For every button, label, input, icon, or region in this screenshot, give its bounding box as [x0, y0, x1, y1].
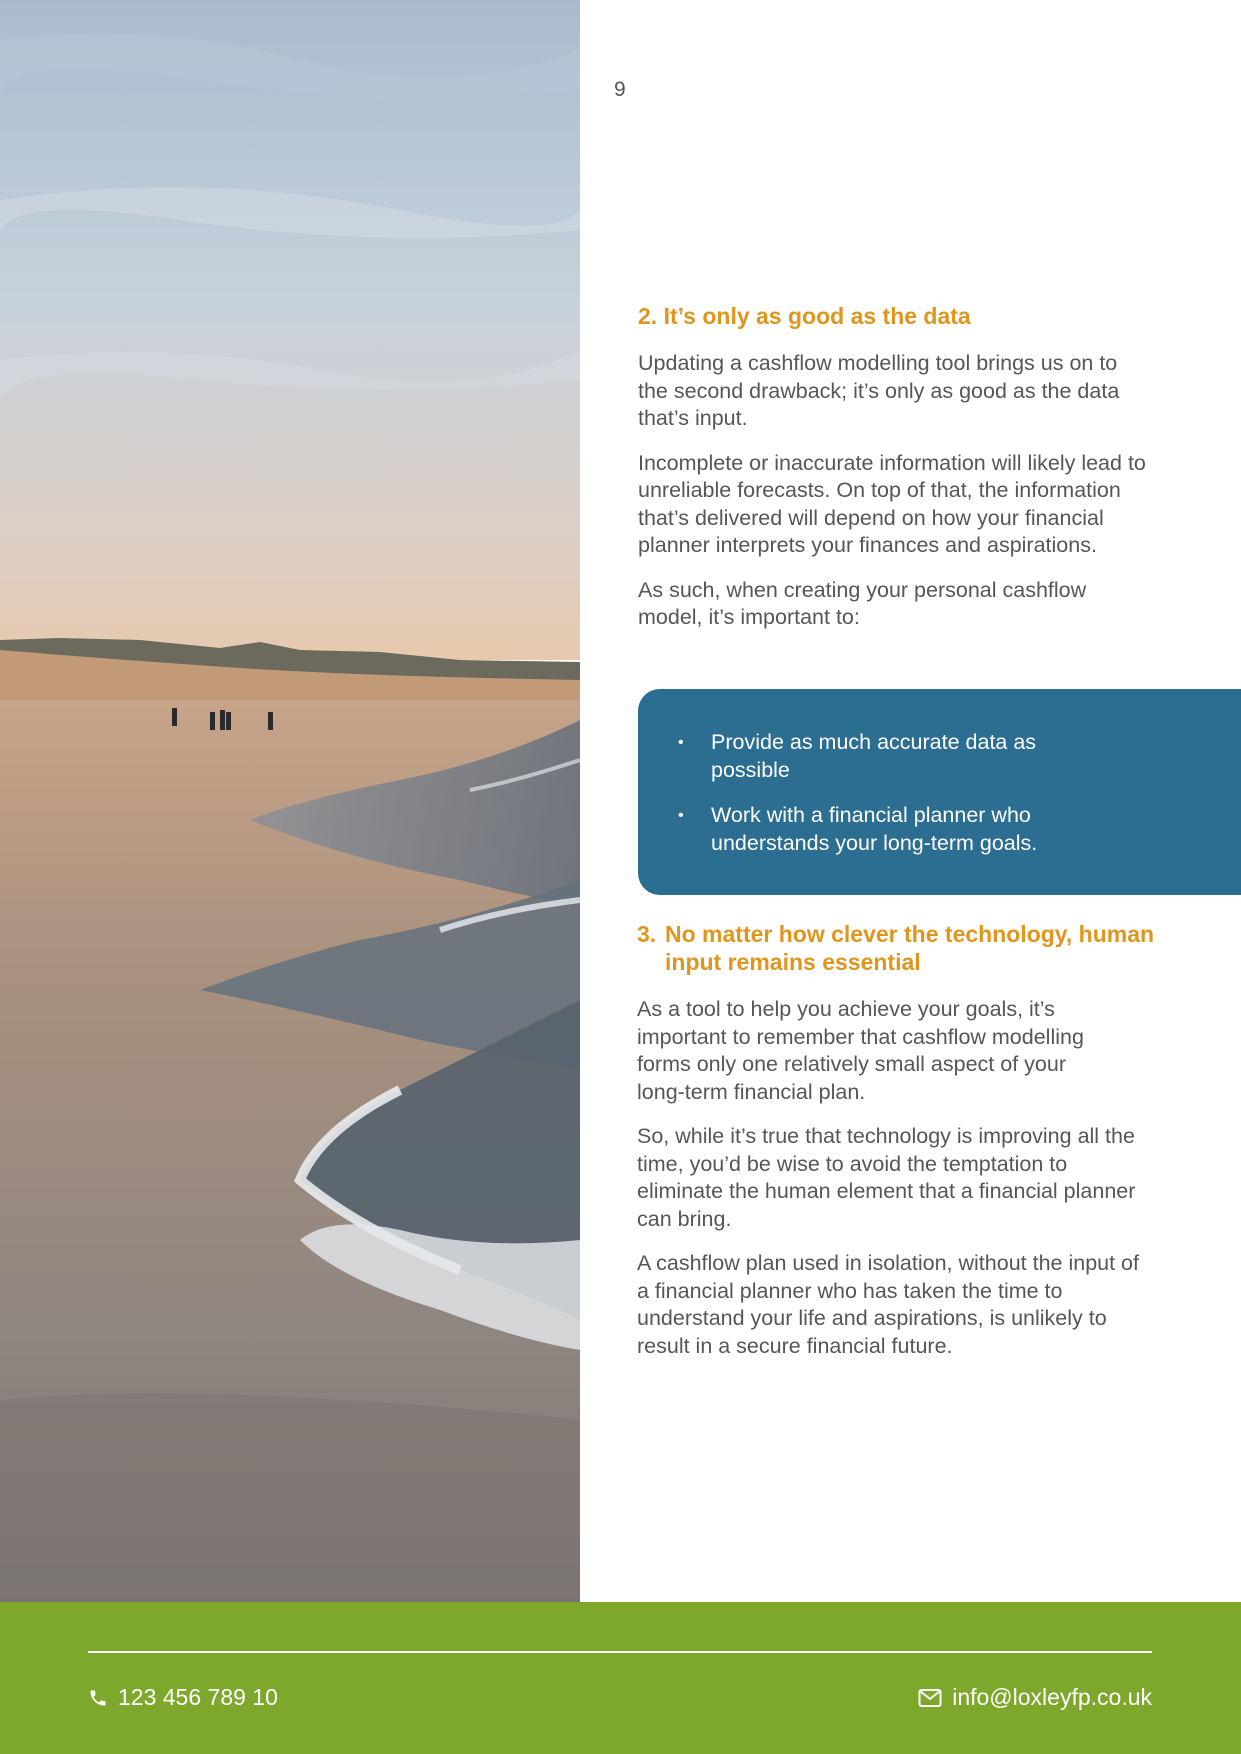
recommendations-list	[678, 729, 1241, 857]
phone-number: 123 456 789 10	[118, 1684, 278, 1710]
beach-photo-illustration	[0, 0, 580, 1602]
section-3-paragraph: So, while it’s true that technology is improving all the time, you’d be wise to avoid the temptation to eliminate the human element that a financial planner can bring.	[637, 1124, 1136, 1231]
footer	[0, 1602, 1241, 1754]
section-3-paragraph: As a tool to help you achieve your goals, it’s important to remember that cashflow modelling forms only one relatively small aspect of your long-term financial plan.	[637, 997, 1084, 1104]
section-3	[637, 920, 1157, 1377]
phone-link[interactable]	[88, 1684, 278, 1711]
bullet-icon: •	[678, 807, 684, 824]
section-3-paragraph: A cashflow plan used in isolation, without the input of a financial planner who has taken the time to understand your life and aspirations, is unlikely to result in a secure financial future.	[637, 1251, 1139, 1358]
list-item	[678, 729, 1111, 784]
page-number: 9	[614, 78, 626, 101]
bullet-icon: •	[678, 734, 684, 751]
section-3-heading	[637, 920, 1157, 976]
section-2-paragraph: As such, when creating your personal cashflow model, it’s important to:	[638, 577, 1087, 629]
section-2	[638, 302, 1150, 649]
section-2-paragraph: Updating a cashflow modelling tool brings us on to the second drawback; it’s only as good as the data that’s input.	[638, 351, 1120, 430]
section-3-heading-number: 3.	[637, 921, 657, 947]
beach-photo	[0, 0, 580, 1602]
email-link[interactable]	[918, 1684, 1152, 1711]
section-2-paragraph: Incomplete or inaccurate information will likely lead to unreliable forecasts. On top of that, the information that’s delivered will depend on how your financial planner interprets your finances and aspirations.	[638, 450, 1146, 557]
list-item-text: Provide as much accurate data as possible	[711, 730, 1037, 782]
list-item-text: Work with a financial planner who understands your long-term goals.	[711, 803, 1038, 855]
section-2-heading: 2. It’s only as good as the data	[638, 303, 971, 329]
envelope-icon	[918, 1688, 942, 1708]
email-address: info@loxleyfp.co.uk	[952, 1684, 1152, 1710]
phone-icon	[88, 1688, 108, 1708]
section-3-heading-text: No matter how clever the technology, human input remains essential	[665, 921, 1155, 975]
list-item	[678, 802, 1111, 857]
recommendations-callout	[638, 689, 1241, 895]
footer-divider	[88, 1651, 1152, 1653]
